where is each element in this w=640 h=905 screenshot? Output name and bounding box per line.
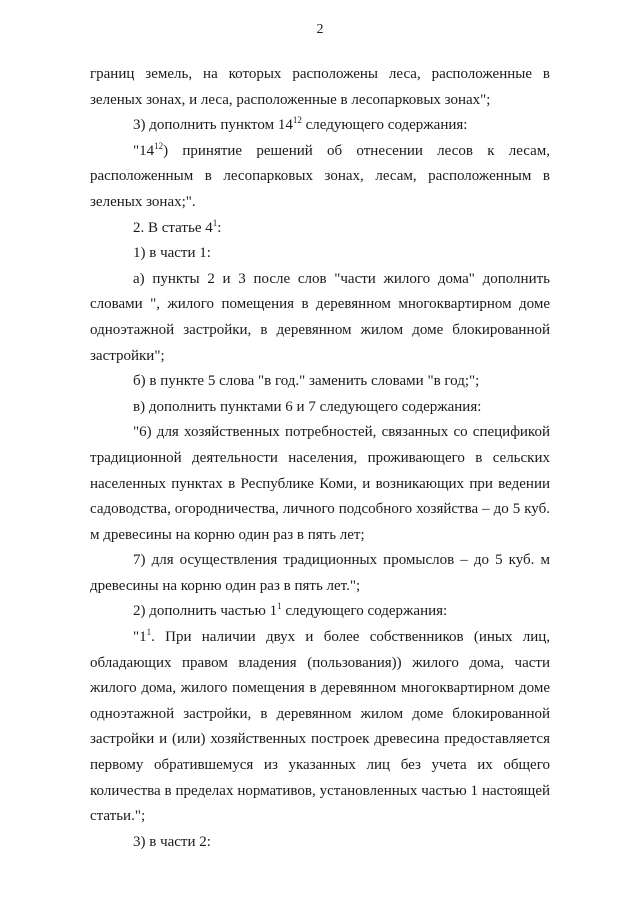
text-segment: "14 (133, 142, 155, 159)
text-segment: границ земель, на которых расположены леса, расположенные в зеленых зонах, и леса, расположенные в лесопарковых зонах"; (90, 66, 550, 108)
text-segment: 1) в части 1: (133, 245, 211, 262)
paragraph (90, 216, 550, 242)
superscript: 1 (277, 601, 282, 612)
paragraph (90, 369, 550, 395)
paragraph (90, 625, 550, 830)
text-segment: б) в пункте 5 слова "в год." заменить словами "в год;"; (133, 373, 480, 390)
text-segment: в) дополнить пунктами 6 и 7 следующего содержания: (133, 398, 482, 415)
text-segment: 7) для осуществления традиционных промыслов – до 5 куб. м древесины на корню один раз в пять лет."; (90, 552, 550, 594)
text-segment: "1 (133, 629, 147, 646)
paragraph (90, 267, 550, 369)
paragraph (90, 420, 550, 548)
page-number: 2 (316, 22, 324, 37)
paragraph (90, 395, 550, 421)
text-segment: : (217, 219, 222, 236)
text-segment: а) пункты 2 и 3 после слов "части жилого дома" дополнить словами ", жилого помещения в деревянном многоквартирном доме одноэтажной застройки, в деревянном жилом доме блокированной застройки"; (90, 270, 550, 364)
document-body (90, 62, 550, 855)
paragraph (90, 62, 550, 113)
text-segment: "6) для хозяйственных потребностей, связанных со спецификой традиционной деятельности населения, проживающего в сельских населенных пунктах в Республике Коми, и возникающих при ведении садоводства, огородничества, личного подсобного хозяйства – до 5 куб. м древесины на корню один раз в пять лет; (90, 424, 550, 543)
superscript: 1 (146, 627, 152, 638)
paragraph (90, 830, 550, 856)
text-segment: 3) в части 2: (133, 833, 211, 850)
text-segment: 2. В статье 4 (133, 219, 213, 236)
text-segment: 3) дополнить пунктом 14 (133, 117, 293, 134)
text-segment: ) принятие решений об отнесении лесов к лесам, расположенным в лесопарковых зонах, лесам, расположенным в зеленых зонах;". (90, 142, 550, 210)
paragraph (90, 113, 550, 139)
paragraph (90, 241, 550, 267)
superscript: 12 (292, 115, 302, 126)
paragraph (90, 599, 550, 625)
superscript: 1 (212, 217, 218, 228)
text-segment: следующего содержания: (301, 117, 468, 134)
text-segment: . При наличии двух и более собственников (иных лиц, обладающих правом владения (пользования)) жилого дома, части жилого дома, жилого помещения в деревянном многоквартирном доме одноэтажной застройки, в деревянном жилом доме блокированной застройки и (или) хозяйственных построек древесина предоставляется первому обратившемуся из указанных лиц без учета их общего количества в пределах нормативов, установленных частью 1 настоящей статьи."; (90, 629, 550, 825)
superscript: 12 (154, 140, 164, 151)
paragraph (90, 139, 550, 216)
text-segment: следующего содержания: (281, 603, 448, 620)
text-segment: 2) дополнить частью 1 (133, 603, 278, 620)
paragraph (90, 548, 550, 599)
